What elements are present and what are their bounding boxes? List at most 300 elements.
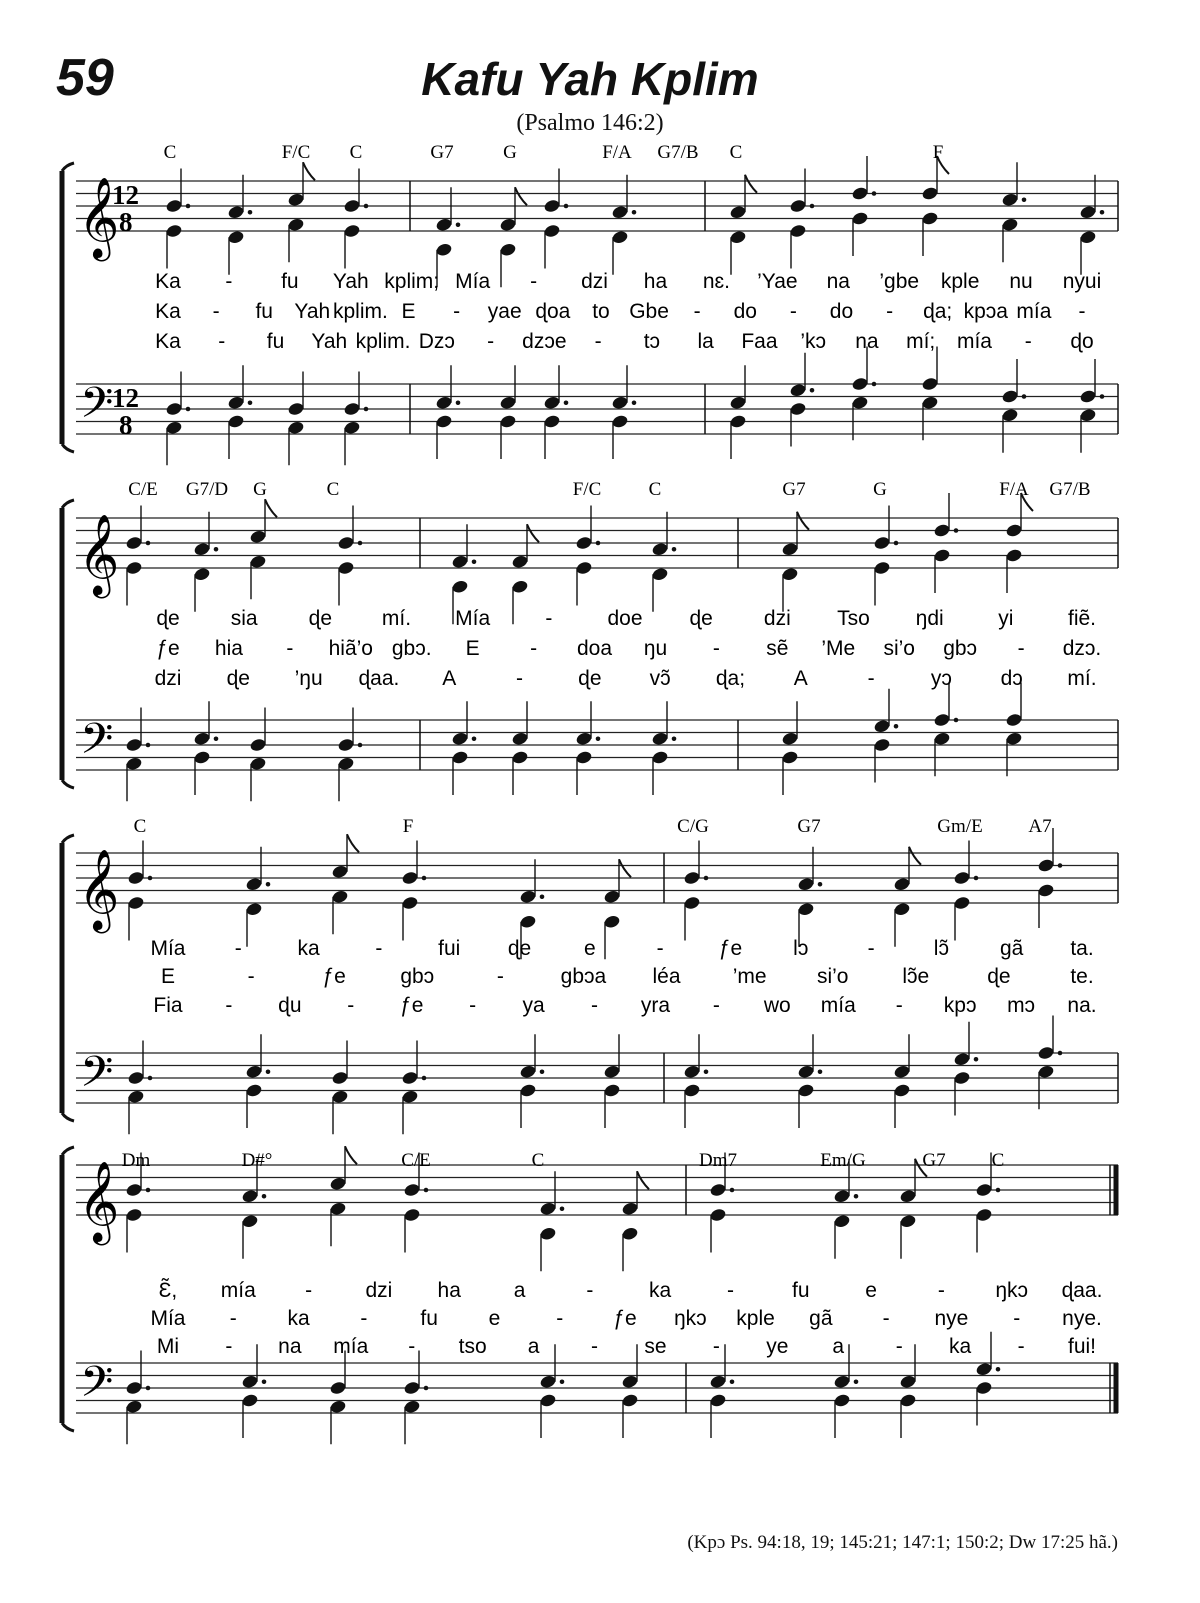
notehead [543,414,561,429]
lyric-syllable: Yah [294,300,331,323]
lyric-syllable: ka [649,1279,672,1302]
notehead [651,750,669,765]
lyric-hyphen: - [867,937,875,960]
lyric-syllable: Ka [155,300,181,323]
lyric-syllable: ’me [732,965,767,988]
lyric-verse-2 [155,300,1085,323]
lyric-syllable: yi [998,607,1014,630]
lyric-syllable: ɖu [278,994,302,1017]
system-4 [62,1146,1118,1444]
lyric-hyphen: - [347,994,355,1017]
lyric-hyphen: - [895,994,903,1017]
notehead [1005,712,1023,727]
notehead [975,1380,993,1395]
lyric-hyphen: - [789,300,797,323]
bass-clef: 𝄢 [80,1357,114,1418]
chord-symbol: G [503,142,517,163]
lyric-hyphen: - [712,637,720,660]
augmentation-dot [704,876,709,881]
notehead [193,731,211,746]
notehead [781,731,799,746]
chord-symbol: C [648,479,662,500]
augmentation-dot [560,1379,565,1384]
system-1 [62,142,1118,465]
notehead [435,242,453,257]
lyric-syllable: gbɔ. [391,637,432,660]
bracket-bottom-hook [62,444,74,452]
chord-symbol: D#° [241,1150,273,1171]
hymn-title: Kafu Yah Kplim [421,53,759,105]
notehead [451,554,469,569]
augmentation-dot [266,1069,271,1074]
notehead [245,877,263,892]
notehead [543,395,561,410]
treble-clef: 𝄞 [78,1160,120,1242]
lyric-syllable: Mía [150,1307,186,1330]
chord-symbol: G7 [797,816,821,837]
augmentation-dot [146,743,151,748]
notehead [499,414,517,429]
notehead [193,750,211,765]
eighth-flag [619,859,631,877]
lyric-syllable: Fia [153,994,183,1017]
lyric-syllable: ɖe [226,667,250,690]
augmentation-dot [146,541,151,546]
augmentation-dot [262,1194,267,1199]
lyric-syllable: Mía [150,937,186,960]
lyric-syllable: yɔ [930,667,952,690]
scripture-reference: (Psalmo 146:2) [516,110,664,136]
augmentation-dot [456,400,461,405]
notehead [953,870,971,885]
augmentation-dot [810,204,815,209]
lyric-hyphen: - [591,1335,599,1358]
notehead [611,205,629,220]
notehead [933,712,951,727]
lyric-syllable: na [278,1335,302,1358]
notehead [329,1201,347,1216]
lyric-syllable: se [644,1335,667,1358]
lyric-hyphen: - [712,1335,720,1358]
notehead [127,895,145,910]
augmentation-dot [818,1069,823,1074]
augmentation-dot [1022,394,1027,399]
notehead [451,731,469,746]
notehead [329,1399,347,1414]
notehead [621,1393,639,1408]
chord-symbol: C [163,142,177,163]
notehead [519,914,537,929]
chord-symbol: G7 [430,142,454,163]
augmentation-dot [954,718,959,723]
notehead [789,383,807,398]
notehead [603,1064,621,1079]
notehead [575,750,593,765]
lyric-syllable: doe [607,607,643,630]
treble-clef: 𝄞 [78,513,120,595]
lyric-hyphen: - [556,1307,564,1330]
notehead [245,1064,263,1079]
augmentation-dot [632,210,637,215]
notehead [781,542,799,557]
lyric-syllable: Ka [155,270,181,293]
notehead [543,198,561,213]
notehead [329,1380,347,1395]
lyric-syllable: e [488,1307,501,1330]
lyric-syllable: tɔ [643,330,661,353]
chord-symbol: G7/B [1049,479,1091,500]
notehead [1001,408,1019,423]
lyric-syllable: mía [1016,300,1052,323]
notehead [833,1374,851,1389]
notehead [403,1182,421,1197]
notehead [241,1374,259,1389]
lyric-syllable: ƒe [718,937,743,960]
lyric-hyphen: - [516,667,524,690]
lyric-syllable: te. [1070,965,1094,988]
lyric-syllable: nu [1009,270,1033,293]
chord-symbol: A7 [1028,816,1052,837]
notehead [241,1393,259,1408]
augmentation-dot [214,547,219,552]
lyric-syllable: si’o [883,637,915,660]
lyric-syllable: ye [766,1335,789,1358]
augmentation-dot [1100,210,1105,215]
lyric-syllable: Yah [311,330,348,353]
bass-notes [127,1016,1062,1135]
lyric-syllable: fui [438,937,461,960]
lyric-verse-2 [150,1307,1101,1330]
notehead [575,731,593,746]
lyric-verse-2 [161,965,1094,988]
notehead [1001,389,1019,404]
augmentation-dot [894,724,899,729]
notehead [729,395,747,410]
augmentation-dot [364,407,369,412]
augmentation-dot [596,736,601,741]
notehead [1079,389,1097,404]
augmentation-dot [358,743,363,748]
notehead [933,548,951,563]
lyric-syllable: fu [266,330,285,353]
lyric-syllable: e [865,1279,877,1302]
lyric-syllable: kple [736,1307,775,1330]
notehead [435,395,453,410]
notehead [227,205,245,220]
notehead [833,1189,851,1204]
treble-staff [76,1146,1118,1271]
notehead [893,902,911,917]
notehead [933,731,951,746]
lyric-syllable: kplim. [355,330,411,353]
lyric-verse-2 [156,637,1101,660]
lyric-verse-3 [157,1335,1096,1358]
lyric-verse-1 [150,937,1093,960]
lyric-hyphen: - [726,1279,734,1302]
notehead [709,1207,727,1222]
lyric-syllable: ka [297,937,320,960]
lyric-syllable: ɖoa [535,300,571,323]
lyric-syllable: ha [437,1279,461,1302]
notehead [401,895,419,910]
notehead [899,1214,917,1229]
lyric-syllable: dzi [581,270,608,293]
notehead [125,1399,143,1414]
lyric-syllable: wo [763,994,791,1017]
lyric-syllable: nɛ. [702,270,730,293]
lyric-syllable: ɖo [1070,330,1094,353]
lyric-hyphen: - [530,637,538,660]
augmentation-dot [596,541,601,546]
notehead [851,186,869,201]
notehead [403,1399,421,1414]
bracket-top-hook [62,500,74,508]
lyric-syllable: Ɛ̃, [158,1279,178,1302]
lyric-syllable: do [829,300,854,323]
augmentation-dot [422,1076,427,1081]
chord-symbol: Gm/E [937,816,983,837]
lyric-verse-3 [155,330,1094,353]
augmentation-dot [148,1076,153,1081]
chord-symbols [122,1150,1005,1171]
chord-symbol: C [729,142,743,163]
notehead [451,750,469,765]
notehead [893,1064,911,1079]
notehead [401,1070,419,1085]
chord-symbol: C/E [128,479,158,500]
lyric-syllable: mí; [906,330,936,353]
augmentation-dot [266,882,271,887]
lyric-syllable: E [401,300,416,323]
bracket-bottom-hook [62,780,74,788]
lyric-syllable: Dzɔ [418,330,455,353]
augmentation-dot [186,407,191,412]
bass-staff [76,683,1118,802]
lyric-syllable: ha [643,270,668,293]
lyric-syllable: Faa [741,330,778,353]
notehead [851,211,869,226]
notehead [921,376,939,391]
notehead [125,535,143,550]
lyric-syllable: ta. [1070,937,1094,960]
lyric-syllable: Mía [455,607,491,630]
footnote-references: (Kpɔ Ps. 94:18, 19; 145:21; 147:1; 150:2; Dw 17:25 hã.) [687,1532,1118,1553]
lyric-syllable: ɖe [578,667,602,690]
notehead [1005,731,1023,746]
notehead [165,420,183,435]
notehead [1079,408,1097,423]
notehead [127,1070,145,1085]
chord-symbol: F/A [999,479,1029,500]
notehead [851,395,869,410]
time-signature-top: 12 [112,180,139,210]
lyric-syllable: dzi [365,1279,393,1302]
lyric-syllable: mí. [1067,667,1097,690]
augmentation-dot [1022,197,1027,202]
eighth-flag [797,512,809,530]
notehead [401,870,419,885]
lyric-syllable: ɖaa. [358,667,400,690]
lyric-syllable: na [826,270,850,293]
notehead [729,414,747,429]
lyric-syllable: ƒe [613,1307,637,1330]
notehead [893,877,911,892]
lyric-syllable: Mía [455,270,491,293]
augmentation-dot [1058,1051,1063,1056]
notehead [249,756,267,771]
augmentation-dot [248,400,253,405]
notehead [539,1201,557,1216]
notehead [435,217,453,232]
lyric-syllable: E [160,965,176,988]
notehead [511,750,529,765]
notehead [511,579,529,594]
bracket-bottom-hook [62,1423,74,1431]
notehead [249,737,267,752]
notehead [933,523,951,538]
notehead [709,1393,727,1408]
chord-symbol: F [402,816,414,837]
notehead [125,1380,143,1395]
lyric-hyphen: - [867,667,875,690]
notehead [683,1064,701,1079]
lyric-syllable: ’gbe [879,270,920,293]
lyric-syllable: hia [214,637,243,660]
notehead [683,895,701,910]
lyric-hyphen: - [360,1307,368,1330]
chord-symbol: C [349,142,363,163]
notehead [899,1393,917,1408]
notehead [709,1374,727,1389]
lyric-syllable: Tso [837,607,870,630]
notehead [511,731,529,746]
notehead [125,756,143,771]
notehead [683,1083,701,1098]
lyric-hyphen: - [212,300,220,323]
lyric-syllable: na [855,330,879,353]
augmentation-dot [996,1188,1001,1193]
lyric-syllable: mía [333,1335,369,1358]
notehead [975,1207,993,1222]
notehead [781,750,799,765]
notehead [1001,192,1019,207]
lyric-syllable: dzɔe [522,330,567,353]
lyric-hyphen: - [530,270,538,293]
notehead [337,560,355,575]
notehead [343,420,361,435]
notehead [249,554,267,569]
lyric-hyphen: - [1078,300,1086,323]
lyric-syllable: gã [809,1307,833,1330]
lyric-syllable: ɖe [689,607,713,630]
chord-symbol: Dm7 [699,1150,737,1171]
augmentation-dot [214,736,219,741]
lyric-syllable: sia [230,607,258,630]
lyric-syllable: ɖe [987,965,1011,988]
notehead [797,902,815,917]
augmentation-dot [872,382,877,387]
notehead [337,535,355,550]
augmentation-dot [146,1386,151,1391]
lyric-syllable: ka [949,1335,972,1358]
chord-symbol: C [326,479,340,500]
eighth-flag [515,187,527,205]
notehead [611,230,629,245]
notehead [245,1083,263,1098]
lyric-syllable: kpɔa [963,300,1008,323]
augmentation-dot [472,736,477,741]
augmentation-dot [424,1386,429,1391]
augmentation-dot [358,541,363,546]
lyric-hyphen: - [693,300,701,323]
notehead [1005,523,1023,538]
lyric-hyphen: - [1024,330,1032,353]
lyric-syllable: mɔ [1007,994,1036,1017]
lyric-hyphen: - [469,994,477,1017]
chord-symbols [128,479,1090,500]
augmentation-dot [954,528,959,533]
lyric-syllable: ɖaa. [1061,1279,1103,1302]
notehead [797,1083,815,1098]
notehead [337,756,355,771]
lyric-hyphen: - [496,965,504,988]
lyric-hyphen: - [225,1335,233,1358]
lyric-syllable: ’kɔ [800,330,827,353]
notehead [287,401,305,416]
lyric-syllable: yra [640,994,671,1017]
lyric-syllable: la [697,330,714,353]
augmentation-dot [564,204,569,209]
bass-notes [165,347,1104,466]
notehead [975,1362,993,1377]
notehead [729,205,747,220]
eighth-flag [265,499,277,517]
notehead [603,914,621,929]
chord-symbol: F/C [572,479,602,500]
notehead [403,1207,421,1222]
lyric-syllable: Mi [156,1335,180,1358]
lyric-hyphen: - [1013,1307,1021,1330]
chord-symbol: G7 [922,1150,946,1171]
notehead [833,1214,851,1229]
notehead [165,223,183,238]
notehead [331,889,349,904]
hymn-number: 59 [56,49,114,107]
bass-clef: 𝄢 [80,714,114,775]
lyric-hyphen: - [225,994,233,1017]
notehead [227,230,245,245]
lyric-syllable: nyui [1062,270,1102,293]
lyric-syllable: ’ŋu [294,667,323,690]
augmentation-dot [424,1188,429,1193]
augmentation-dot [456,222,461,227]
notehead [833,1393,851,1408]
notehead [401,1089,419,1104]
time-signature-top: 12 [112,383,139,413]
notehead [343,223,361,238]
lyric-hyphen: - [882,1307,890,1330]
lyric-syllable: lɔ [793,937,809,960]
notehead [165,198,183,213]
chord-symbol: C [133,816,147,837]
notehead [873,535,891,550]
notehead [165,401,183,416]
notehead [651,567,669,582]
notehead [797,877,815,892]
notehead [519,1083,537,1098]
notehead [851,376,869,391]
lyric-hyphen: - [408,1335,416,1358]
